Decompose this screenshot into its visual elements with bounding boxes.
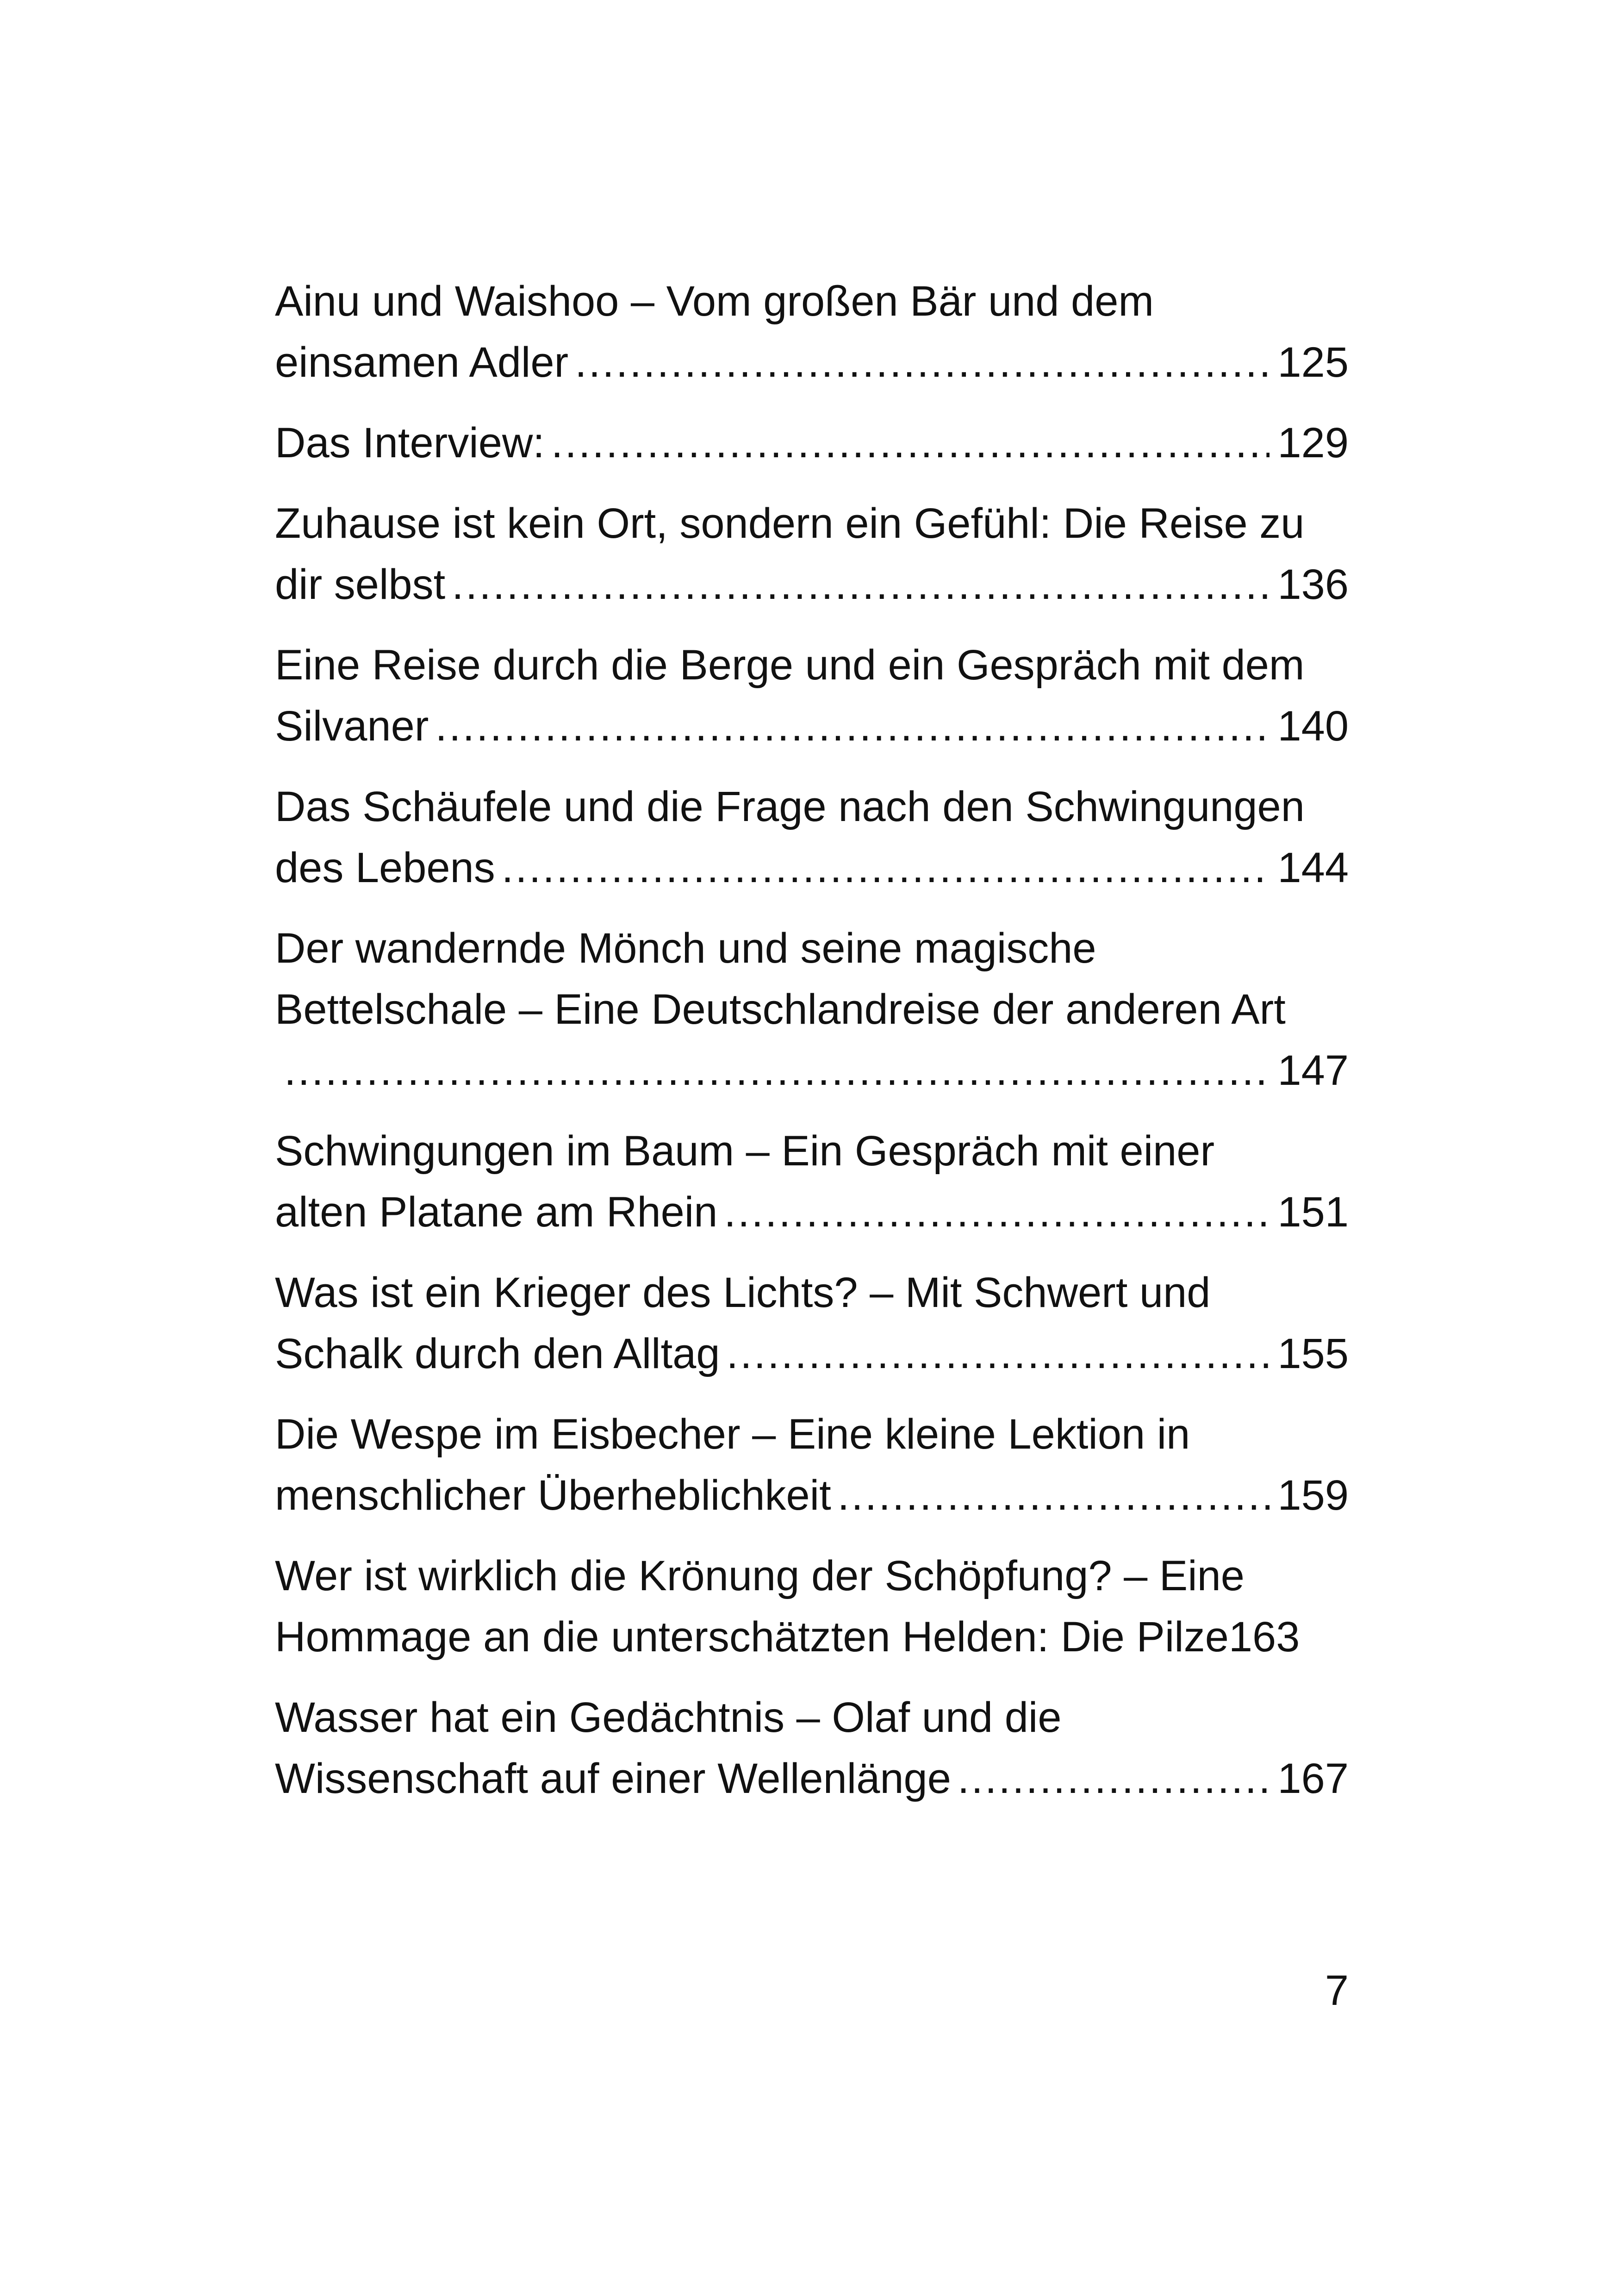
toc-entry-title-line: Was ist ein Krieger des Lichts? – Mit Schwert und [275,1269,1211,1316]
toc-entry[interactable] [275,493,1349,615]
toc-page-number: 129 [1277,419,1349,467]
dot-leader [838,1465,1270,1526]
toc-entry[interactable] [275,1545,1349,1668]
toc-entry-title-line: Eine Reise durch die Berge und ein Gespräch mit dem [275,641,1305,689]
dot-leader [724,1182,1269,1243]
toc-entry-last-line [275,554,1349,615]
toc-page-number: 155 [1277,1330,1349,1377]
toc-entry-last-line [275,412,1349,473]
toc-page-number: 136 [1277,561,1349,608]
toc-page-number: 144 [1277,844,1349,891]
toc-entry-title-end: menschlicher Überheblichkeit [275,1472,831,1519]
toc-entry[interactable] [275,271,1349,393]
toc-entry[interactable] [275,412,1349,473]
toc-entry-title-end: des Lebens [275,844,495,891]
toc-page-number: 125 [1277,339,1349,386]
toc-page-number: 167 [1277,1755,1349,1802]
toc-entry-title-line: Zuhause ist kein Ort, sondern ein Gefühl: Die Reise zu [275,500,1305,547]
toc-entry[interactable] [275,1404,1349,1526]
page-number: 7 [1325,1967,1349,2014]
toc-entry-last-line [275,1323,1349,1384]
toc-entry[interactable] [275,1687,1349,1809]
toc-entry-title-end: Das Interview: [275,419,545,467]
toc-entry-title-line: Wasser hat ein Gedächtnis – Olaf und die [275,1694,1062,1741]
dot-leader [502,837,1270,898]
toc-entry-title-end: einsamen Adler [275,339,569,386]
dot-leader [452,554,1269,615]
toc-entry-last-line [275,1182,1349,1243]
toc-entry-title-line: Bettelschale – Eine Deutschlandreise der anderen Art [275,986,1286,1033]
toc-page-number: 159 [1277,1472,1349,1519]
dot-leader [284,1040,1270,1101]
dot-leader [551,412,1270,473]
toc-entry-title-end: dir selbst [275,561,446,608]
toc-entry-last-line [275,837,1349,898]
dot-leader [435,696,1269,757]
toc-entry-title-end: Silvaner [275,703,429,750]
toc-page-number: 147 [1277,1047,1349,1094]
toc-entry-title-line: Die Wespe im Eisbecher – Eine kleine Lektion in [275,1411,1190,1458]
toc-entry-last-line [275,1606,1349,1668]
toc-entry[interactable] [275,1120,1349,1243]
toc-entry-title-line: Das Schäufele und die Frage nach den Schwingungen [275,783,1305,830]
toc-entry-title-end: Hommage an die unterschätzten Helden: Die Pilze [275,1613,1229,1661]
toc-entry[interactable] [275,918,1349,1101]
toc-entry-title-end: Schalk durch den Alltag [275,1330,720,1377]
toc-page-number: 151 [1277,1188,1349,1236]
dot-leader [575,332,1269,393]
toc-entry-title-line: Der wandernde Mönch und seine magische [275,925,1096,972]
toc-page-number: 163 [1228,1613,1300,1661]
table-of-contents [275,271,1349,1829]
toc-entry-last-line [275,1748,1349,1809]
dot-leader [727,1323,1270,1384]
toc-entry-title-end: alten Platane am Rhein [275,1188,718,1236]
toc-entry-title-line: Schwingungen im Baum – Ein Gespräch mit einer [275,1127,1215,1175]
toc-entry-last-line [275,1465,1349,1526]
toc-entry-title-line: Ainu und Waishoo – Vom großen Bär und dem [275,278,1154,325]
toc-entry-title-end: Wissenschaft auf einer Wellenlänge [275,1755,951,1802]
dot-leader [958,1748,1270,1809]
toc-entry[interactable] [275,1262,1349,1384]
toc-entry-last-line [275,332,1349,393]
toc-entry[interactable] [275,635,1349,757]
toc-entry[interactable] [275,776,1349,898]
toc-entry-last-line [275,696,1349,757]
toc-entry-last-line [275,1040,1349,1101]
toc-page-number: 140 [1277,703,1349,750]
toc-entry-title-line: Wer ist wirklich die Krönung der Schöpfung? – Eine [275,1552,1245,1599]
